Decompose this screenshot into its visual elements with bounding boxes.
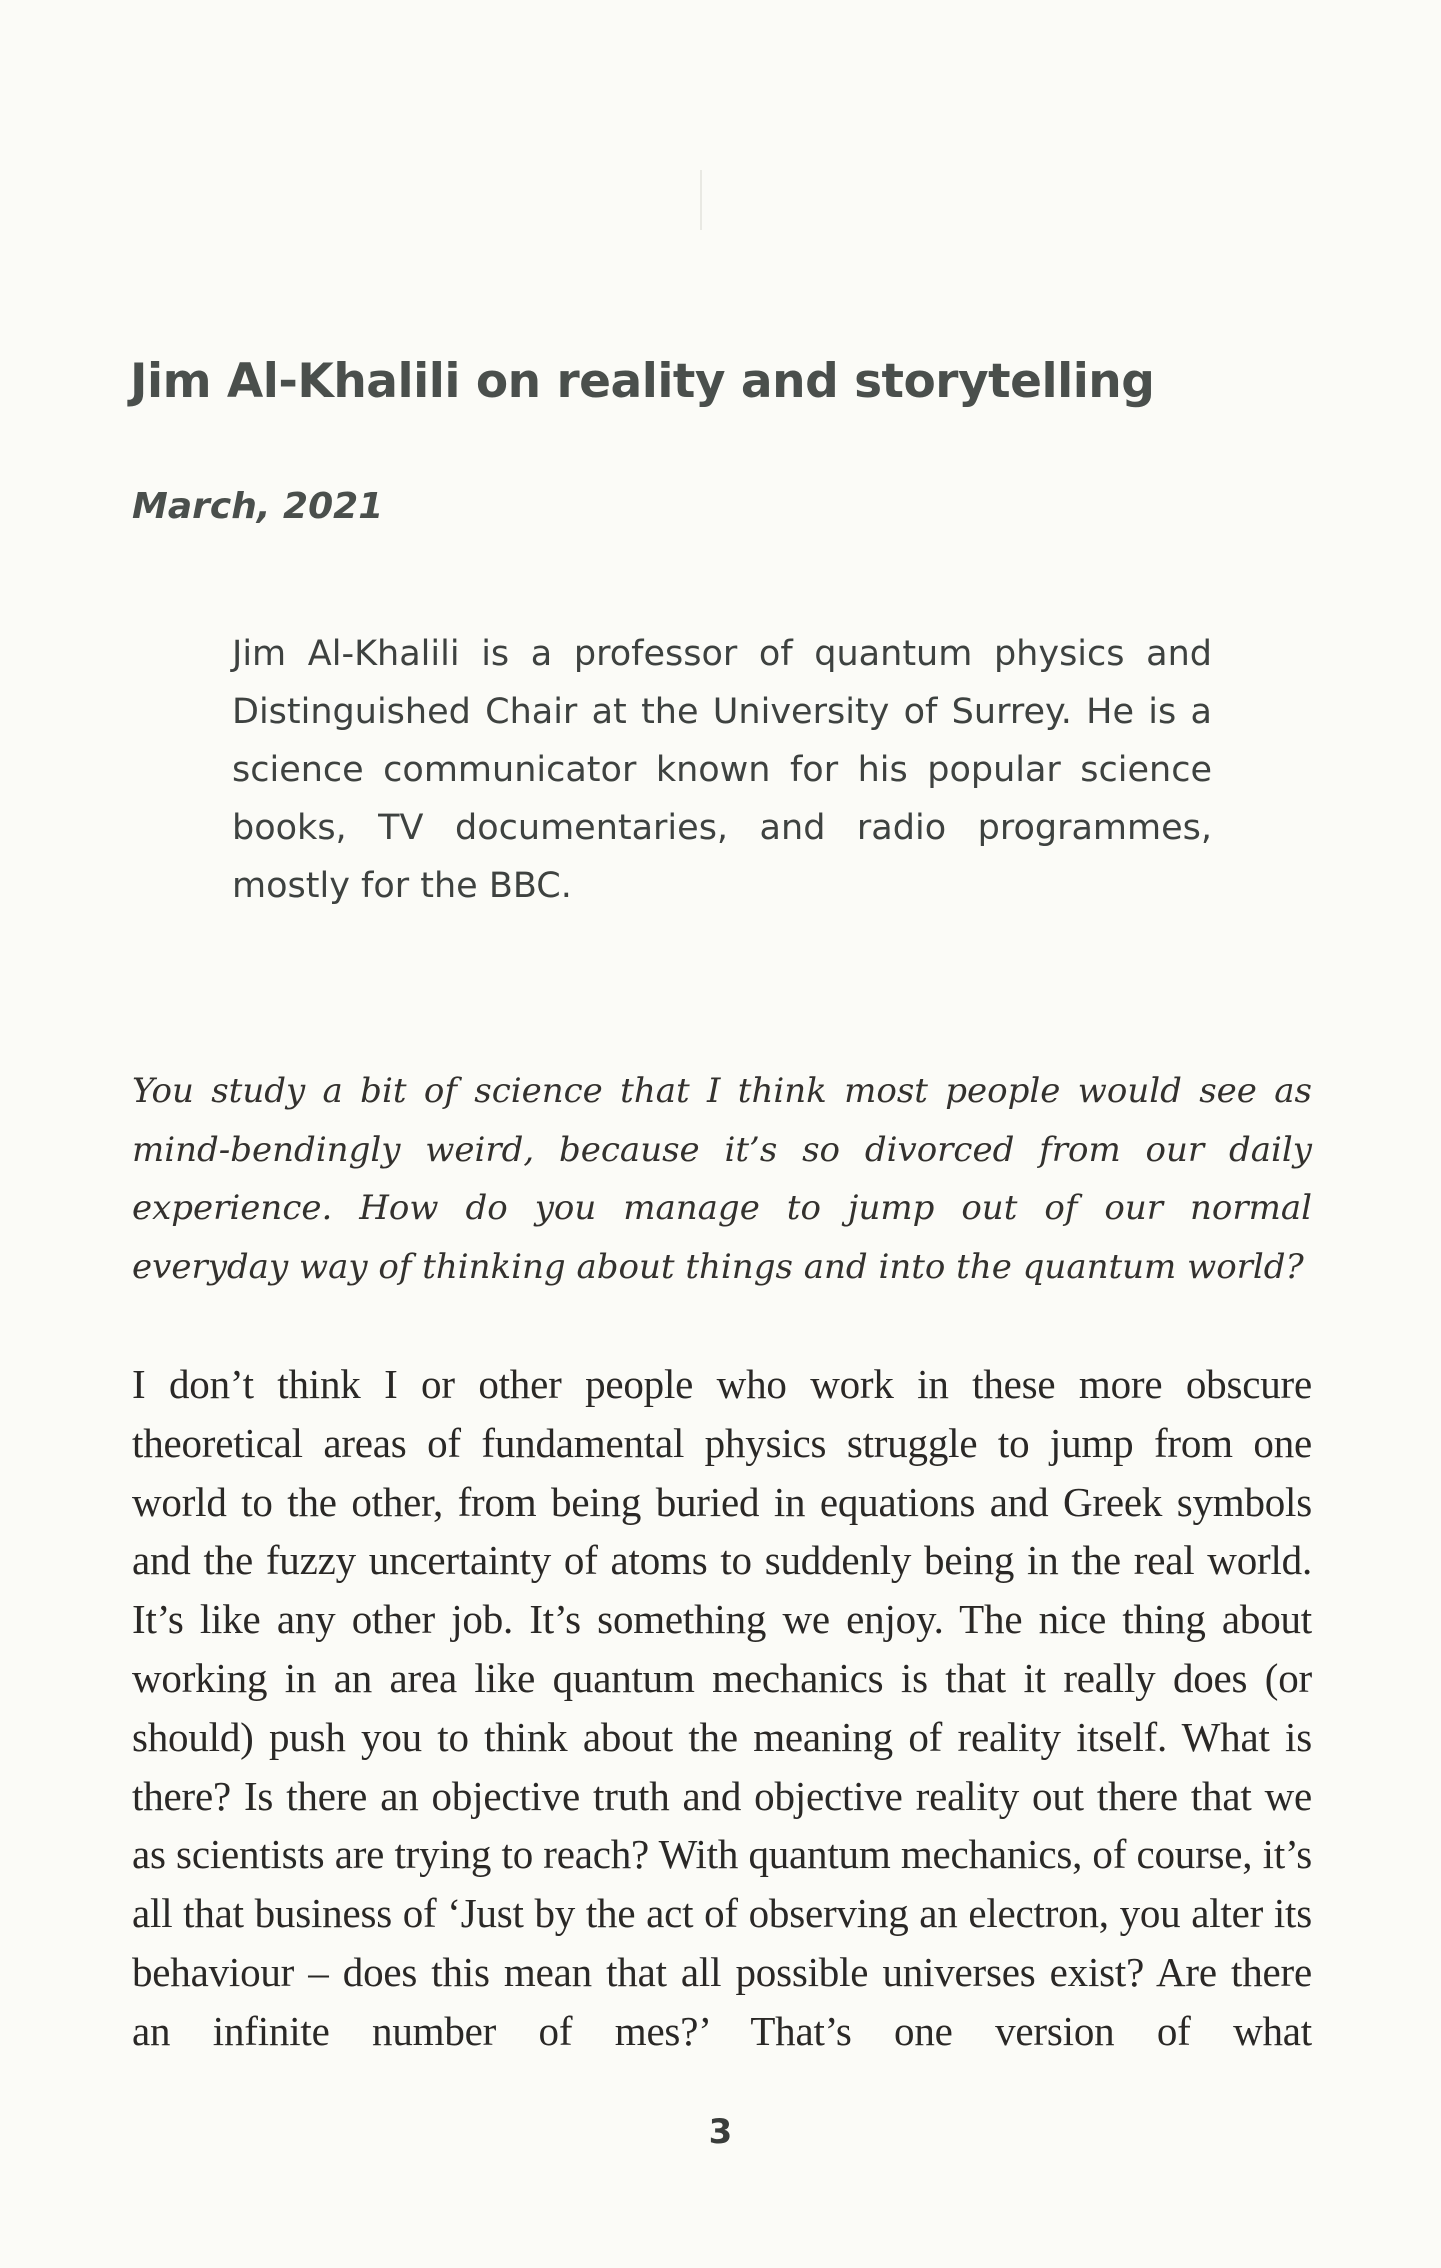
chapter-title: Jim Al-Khalili on reality and storytelling xyxy=(130,354,1155,409)
author-bio: Jim Al-Khalili is a professor of quantum physics and Distinguished Chair at the University of Surrey. He is a science communicator known for his popular science books, TV documentaries, and radio programmes, mostly for the BBC. xyxy=(232,634,1212,906)
scan-artifact xyxy=(700,170,702,230)
interview-question: You study a bit of science that I think most people would see as mind-bendingly weird, because it’s so divorced from our daily experience. How do you manage to jump out of our normal everyday way of thinking about things and into the quantum world? xyxy=(132,1071,1312,1287)
interview-answer: I don’t think I or other people who work in these more obscure theoretical areas of fundamental physics struggle to jump from one world to the other, from being buried in equations and Greek symbols and the fuzzy uncertainty of atoms to suddenly being in the real world. It’s like any other job. It’s something we enjoy. The nice thing about working in an area like quantum mechanics is that it really does (or should) push you to think about the meaning of reality itself. What is there? Is there an objective truth and objective reality out there that we as scientists are trying to reach? With quantum mechanics, of course, it’s all that business of ‘Just by the act of observing an electron, you alter its behaviour – does this mean that all possible universes exist? Are there an infinite number of mes?’ That’s one version of what xyxy=(132,1361,1312,2054)
chapter-date: March, 2021 xyxy=(132,486,384,527)
page-number: 3 xyxy=(708,2112,733,2152)
